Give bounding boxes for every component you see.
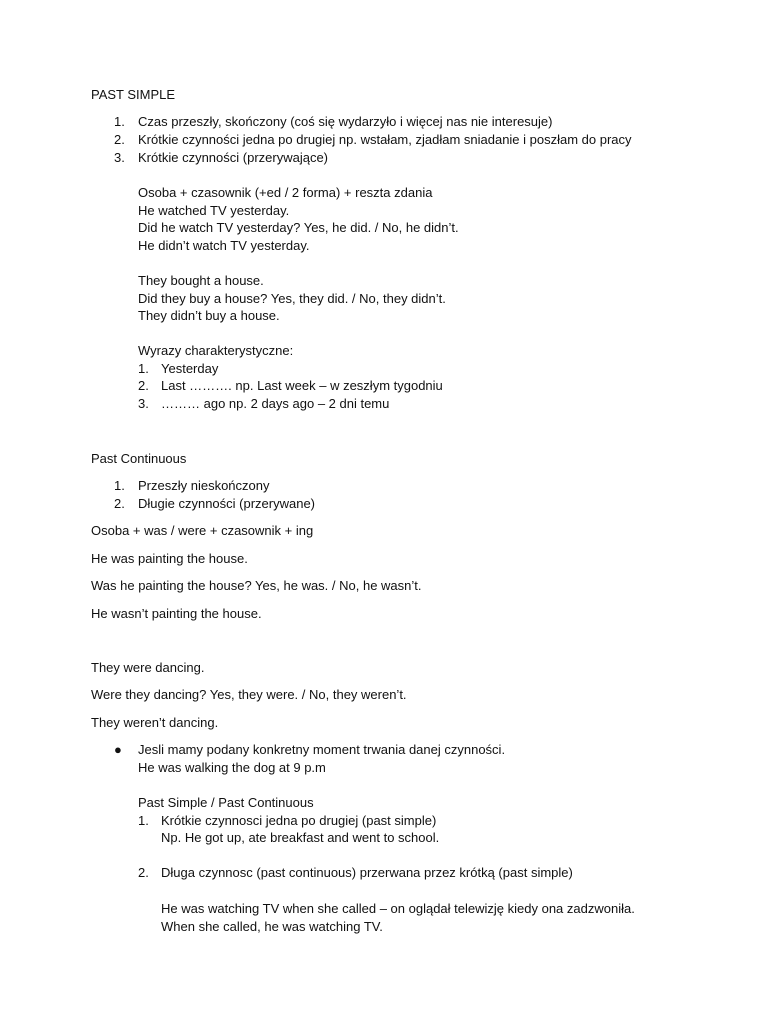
example-line: He wasn’t painting the house. xyxy=(91,606,262,621)
list-item: Przeszły nieskończony xyxy=(138,478,270,493)
list-number: 1. xyxy=(114,478,125,493)
example-line: Were they dancing? Yes, they were. / No, they weren’t. xyxy=(91,687,407,702)
keyword-item: Yesterday xyxy=(161,361,219,376)
list-item: Krótkie czynności jedna po drugiej np. wstałam, zjadłam sniadanie i poszłam do pracy xyxy=(138,132,632,147)
example-line: Was he painting the house? Yes, he was. / No, he wasn’t. xyxy=(91,578,422,593)
keyword-item: Last ………. np. Last week – w zeszłym tygodniu xyxy=(161,378,443,393)
comparison-item: Krótkie czynnosci jedna po drugiej (past simple) xyxy=(161,813,437,828)
bullet-icon: ● xyxy=(114,742,122,757)
comparison-example: He was watching TV when she called – on oglądał telewizję kiedy ona zadzwoniła. xyxy=(161,901,635,916)
comparison-label: Past Simple / Past Continuous xyxy=(138,795,314,810)
keywords-label: Wyrazy charakterystyczne: xyxy=(138,343,294,358)
example-line: Did he watch TV yesterday? Yes, he did. / No, he didn’t. xyxy=(138,220,459,235)
list-item: Czas przeszły, skończony (coś się wydarzyło i więcej nas nie interesuje) xyxy=(138,114,553,129)
list-number: 2. xyxy=(138,378,149,393)
example-line: He was painting the house. xyxy=(91,551,248,566)
list-number: 3. xyxy=(114,150,125,165)
list-number: 2. xyxy=(114,496,125,511)
comparison-example: Np. He got up, ate breakfast and went to school. xyxy=(161,830,440,845)
example-line: They didn’t buy a house. xyxy=(138,308,280,323)
list-number: 2. xyxy=(138,865,149,880)
keyword-item: ……… ago np. 2 days ago – 2 dni temu xyxy=(161,396,390,411)
example-line: Did they buy a house? Yes, they did. / No, they didn’t. xyxy=(138,291,446,306)
list-item: Krótkie czynności (przerywające) xyxy=(138,150,329,165)
list-number: 1. xyxy=(114,114,125,129)
formula: Osoba + czasownik (+ed / 2 forma) + reszta zdania xyxy=(138,185,433,200)
list-number: 2. xyxy=(114,132,125,147)
past-simple-heading: PAST SIMPLE xyxy=(91,87,176,102)
list-item: Długie czynności (przerywane) xyxy=(138,496,316,511)
past-continuous-heading: Past Continuous xyxy=(91,451,187,466)
bullet-text: Jesli mamy podany konkretny moment trwania danej czynności. xyxy=(138,742,506,757)
comparison-example: When she called, he was watching TV. xyxy=(161,919,383,934)
list-number: 1. xyxy=(138,813,149,828)
list-number: 3. xyxy=(138,396,149,411)
formula: Osoba + was / were + czasownik + ing xyxy=(91,523,314,538)
example-line: They were dancing. xyxy=(91,660,205,675)
example-line: He watched TV yesterday. xyxy=(138,203,290,218)
example-line: They weren’t dancing. xyxy=(91,715,219,730)
bullet-example: He was walking the dog at 9 p.m xyxy=(138,760,326,775)
example-line: They bought a house. xyxy=(138,273,264,288)
example-line: He didn’t watch TV yesterday. xyxy=(138,238,310,253)
comparison-item: Długa czynnosc (past continuous) przerwana przez krótką (past simple) xyxy=(161,865,573,880)
list-number: 1. xyxy=(138,361,149,376)
